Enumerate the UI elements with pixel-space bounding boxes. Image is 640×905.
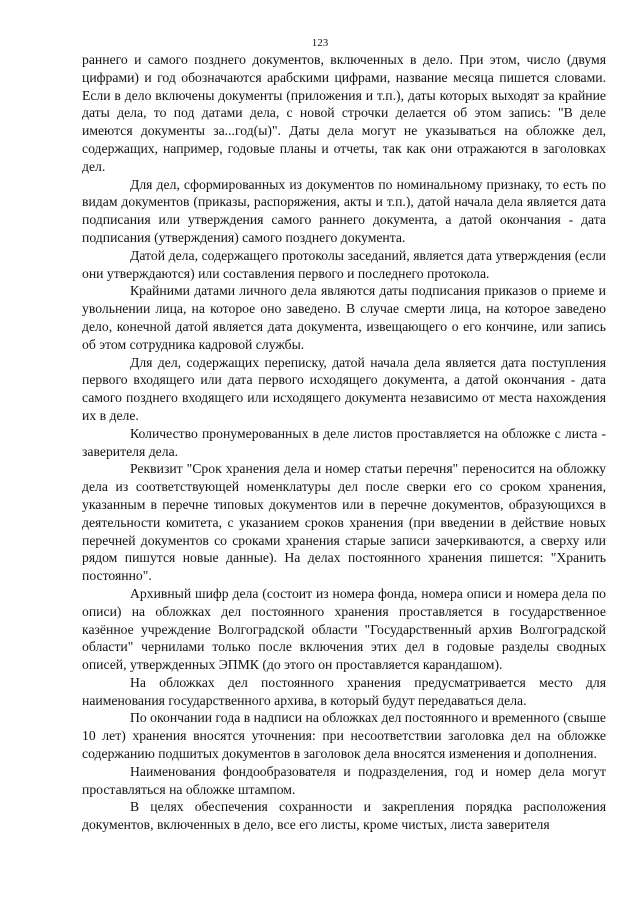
paragraph-stamp: Наименования фондообразователя и подразделения, год и номер дела могут проставляться на обложке штампом.	[82, 763, 606, 797]
paragraph-archive-name: На обложках дел постоянного хранения предусматривается место для наименования государственного архива, в который будут передаваться дела.	[82, 674, 606, 708]
paragraph-protocol-dates: Датой дела, содержащего протоколы заседаний, является дата утверждения (если они утверждаются) или составления первого и последнего протокола.	[82, 247, 606, 281]
paragraph-nominal-dates: Для дел, сформированных из документов по номинальному признаку, то есть по видам документов (приказы, распоряжения, акты и т.п.), датой начала дела является дата подписания или утверждения самого раннего документа, а датой окончания - дата подписания (утверждения) самого позднего документа.	[82, 176, 606, 245]
paragraph-archive-code: Архивный шифр дела (состоит из номера фонда, номера описи и номера дела по описи) на обложках дел постоянного хранения проставляется в государственное казённое учреждение Волгоградской области "Государственный архив Волгоградской области" чернилами только после включения этих дел в годовые разделы сводных описей, утвержденных ЭПМК (до этого он проставляется карандашом).	[82, 585, 606, 673]
page-number: 123	[311, 37, 329, 49]
paragraph-correspondence-dates: Для дел, содержащих переписку, датой начала дела является дата поступления первого входящего или дата первого исходящего документа, а датой окончания - дата самого позднего входящего или исходящего документа независимо от места нахождения их в деле.	[82, 354, 606, 423]
paragraph-storage-term: Реквизит "Срок хранения дела и номер статьи перечня" переносится на обложку дела из соответствующей номенклатуры дел после сверки его со сроком хранения, указанным в перечне типовых документов или в перечне документов, образующихся в деятельности комитета, с указанием сроков хранения (при введении в действие новых перечней документов со сроками хранения старые записи зачеркиваются, а сверху или рядом пишутся новые данные). На делах постоянного хранения пишется: "Хранить постоянно".	[82, 461, 606, 584]
paragraph-sheet-count: Количество пронумерованных в деле листов проставляется на обложке с листа - заверителя дела.	[82, 425, 606, 459]
paragraph-sheet-numbering: В целях обеспечения сохранности и закрепления порядка расположения документов, включенных в дело, все его листы, кроме чистых, листа заверителя	[82, 799, 606, 833]
paragraph-personal-file-dates: Крайними датами личного дела являются даты подписания приказов о приеме и увольнении лица, на которое оно заведено. В случае смерти лица, на которое заведено дело, конечной датой является дата документа, извещающего о его кончине, или запись об этом сотрудника кадровой службы.	[82, 283, 606, 352]
document-body	[82, 51, 606, 834]
paragraph-continuation: раннего и самого позднего документов, включенных в дело. При этом, число (двумя цифрами) и год обозначаются арабскими цифрами, название месяца пишется словами. Если в дело включены документы (приложения и т.п.), даты которых выходят за крайние даты дела, то под датами дела, с новой строчки делается об этом запись: "В деле имеются документы за...год(ы)". Даты дела могут не указываться на обложке дел, содержащих, например, годовые планы и отчеты, так как они отражаются в заголовках дел.	[82, 52, 606, 174]
paragraph-year-end-updates: По окончании года в надписи на обложках дел постоянного и временного (свыше 10 лет) хранения вносятся уточнения: при несоответствии заголовка дел на обложке содержанию подшитых документов в заголовок дела вносятся изменения и дополнения.	[82, 710, 606, 762]
